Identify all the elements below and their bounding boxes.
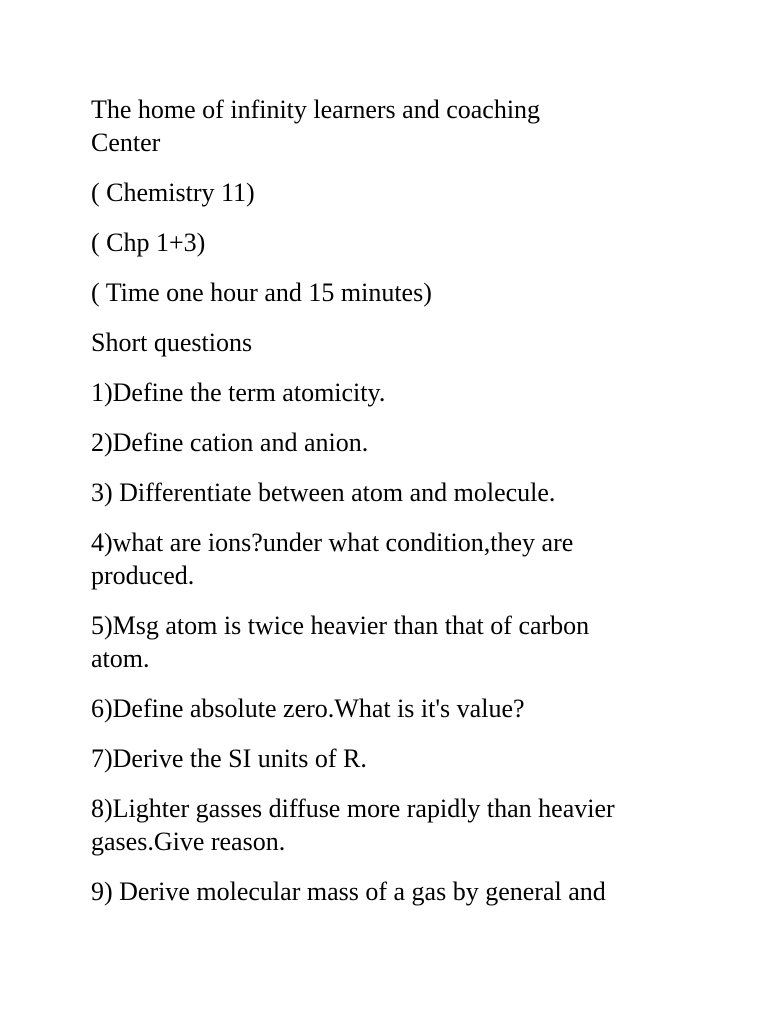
- question-line: 6)Define absolute zero.What is it's value?: [91, 694, 525, 723]
- document-title-line-1: The home of infinity learners and coaching: [91, 95, 541, 124]
- question-line: 9) Derive molecular mass of a gas by general and: [91, 877, 606, 906]
- section-heading: Short questions: [91, 328, 253, 357]
- question-line-continued: atom.: [91, 644, 150, 673]
- question-line: 3) Differentiate between atom and molecule.: [91, 478, 556, 507]
- question-line: 2)Define cation and anion.: [91, 428, 369, 457]
- question-item: [91, 526, 691, 592]
- question-item: [91, 476, 691, 509]
- question-line: 8)Lighter gasses diffuse more rapidly than heavier: [91, 794, 615, 823]
- question-item: [91, 376, 691, 409]
- question-line: 4)what are ions?under what condition,they are: [91, 528, 574, 557]
- question-item: [91, 692, 691, 725]
- question-item: [91, 426, 691, 459]
- question-line: 5)Msg atom is twice heavier than that of carbon: [91, 611, 590, 640]
- document-title-line-2: Center: [91, 128, 161, 157]
- question-item: [91, 875, 691, 908]
- question-line-continued: produced.: [91, 561, 195, 590]
- question-line: 1)Define the term atomicity.: [91, 378, 386, 407]
- time-label: ( Time one hour and 15 minutes): [91, 278, 432, 307]
- subject-label: ( Chemistry 11): [91, 178, 255, 207]
- document-content: [91, 93, 691, 925]
- question-line: 7)Derive the SI units of R.: [91, 744, 367, 773]
- question-line-continued: gases.Give reason.: [91, 827, 286, 856]
- question-item: [91, 792, 691, 858]
- document-title: [91, 93, 691, 159]
- question-item: [91, 609, 691, 675]
- chapters-label: ( Chp 1+3): [91, 228, 206, 257]
- question-item: [91, 742, 691, 775]
